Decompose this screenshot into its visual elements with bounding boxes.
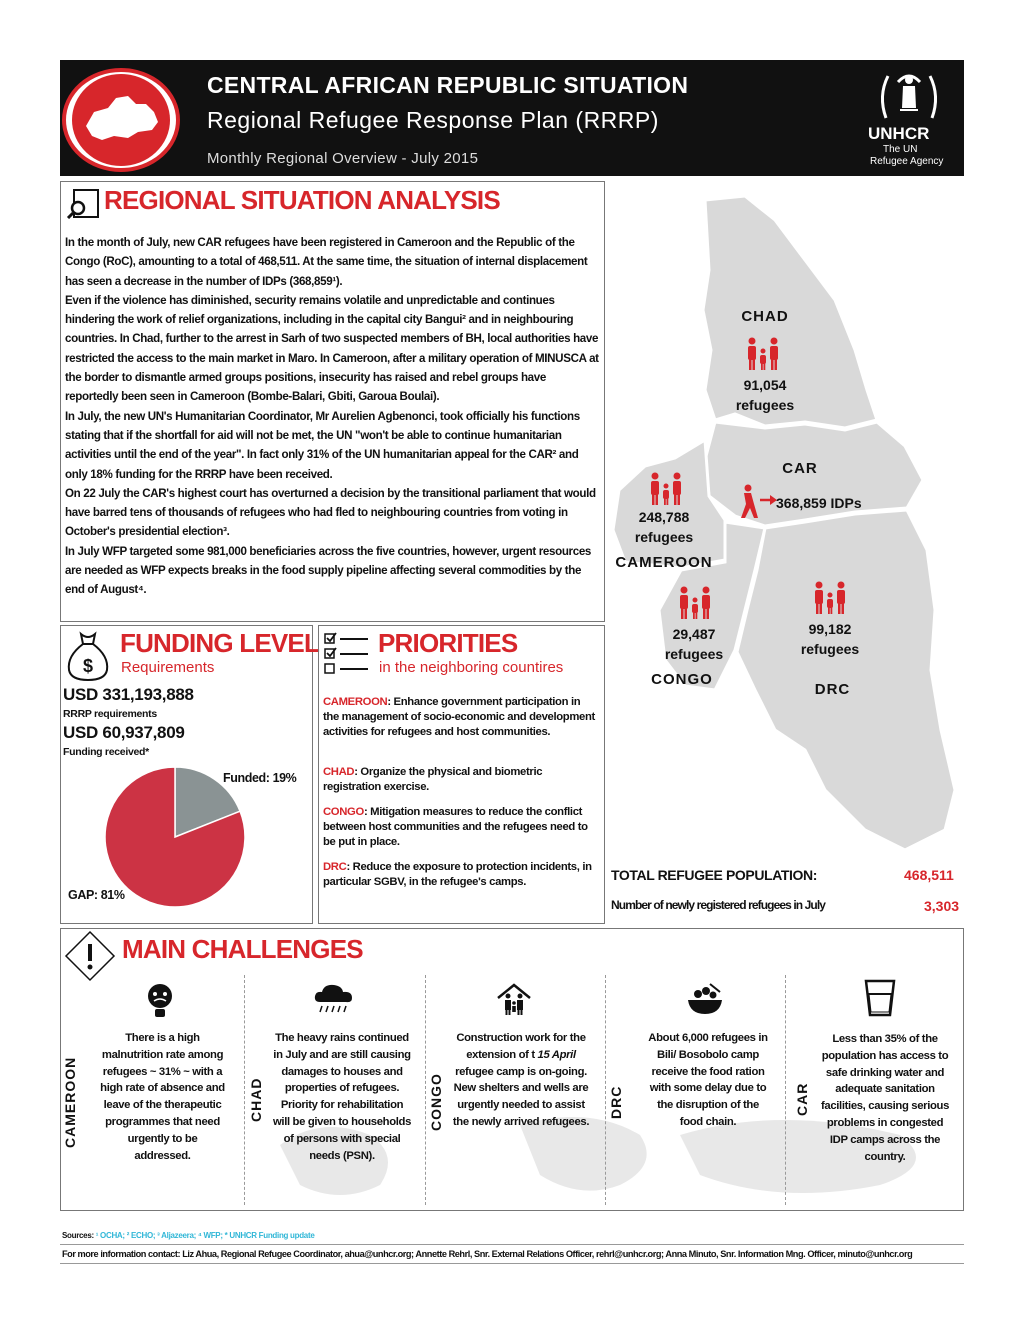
document-search-icon xyxy=(66,189,100,219)
report-subtitle: Regional Refugee Response Plan (RRRP) xyxy=(207,107,659,133)
shelter-family-icon xyxy=(494,982,534,1016)
challenge-divider xyxy=(605,975,606,1205)
challenge-country-cameroon: CAMEROON xyxy=(62,1056,78,1148)
new-registered-label: Number of newly registered refugees in July xyxy=(611,898,826,912)
funded-label: Funded: 19% xyxy=(223,771,297,785)
priority-chad xyxy=(323,765,598,795)
car-map-logo-fill xyxy=(72,74,170,166)
priorities-title: PRIORITIES xyxy=(378,628,518,658)
idp-walking-icon xyxy=(736,484,778,520)
priority-cameroon xyxy=(323,695,598,741)
challenge-text-congo-b: refugee camp is on-going. New shelters and wells are urgently needed to assist the newly arrived refugees. xyxy=(452,1065,590,1128)
map-unit-congo: refugees xyxy=(664,646,724,662)
footer-rule xyxy=(60,1244,964,1245)
map-value-congo: 29,487 xyxy=(672,626,716,642)
priority-country: DRC xyxy=(323,861,347,873)
situation-paragraph-3: In July, the new UN's Humanitarian Coordinator, Mr Aurelien Agbenonci, took officially his functions stating that if the shortfall for aid will not be met, the UN "won't be able to continue humanitarian activities until the end of the year". In fact only 31% of the UN humanitarian appeal for the CAR² and only 18% funding for the RRRP have been received. xyxy=(65,409,580,481)
challenge-divider xyxy=(244,975,245,1205)
footer-rule-bottom xyxy=(60,1263,964,1264)
money-bag-icon xyxy=(63,630,113,682)
map-value-drc: 99,182 xyxy=(808,621,852,637)
priority-text: : Reduce the exposure to protection incidents, in particular SGBV, in the refugee's camps. xyxy=(323,861,592,889)
refugee-family-icon-drc xyxy=(812,581,848,615)
map-label-congo: CONGO xyxy=(651,671,713,688)
challenge-country-drc: DRC xyxy=(608,1085,624,1119)
map-unit-drc: refugees xyxy=(800,641,860,657)
refugee-family-icon-chad xyxy=(745,337,781,371)
refugee-family-icon-cameroon xyxy=(648,472,684,506)
requirements-amount: USD 331,193,888 xyxy=(63,685,194,704)
priority-country: CONGO xyxy=(323,806,364,818)
challenge-divider xyxy=(785,975,786,1205)
refugee-family-icon-congo xyxy=(677,586,713,620)
challenge-country-congo: CONGO xyxy=(428,1073,444,1131)
map-drc xyxy=(737,510,955,850)
challenge-text-chad: The heavy rains continued in July and are still causing damages to houses and properties of refugees. Priority for rehabilitation will be given to households of persons with special needs (PSN). xyxy=(272,1032,412,1162)
map-label-chad: CHAD xyxy=(741,308,789,325)
received-label: Funding received* xyxy=(63,746,149,758)
challenge-text-car: Less than 35% of the population has access to safe drinking water and adequate sanitation facilities, causing serious problems in congested IDP camps across the country. xyxy=(820,1033,950,1163)
unhcr-emblem-icon xyxy=(876,68,942,124)
unhcr-tagline-2: Refugee Agency xyxy=(870,156,944,167)
challenge-country-car: CAR xyxy=(794,1082,810,1116)
challenge-text-cameroon: There is a high malnutrition rate among refugees ~ 31% ~ with a high rate of absence and leave of the therapeutic programmes that need urgently to be addressed. xyxy=(100,1032,225,1162)
priority-country: CAMEROON xyxy=(323,696,388,708)
food-bowl-icon xyxy=(684,982,726,1016)
funding-subtitle: Requirements xyxy=(121,659,215,676)
total-refugee-value: 468,511 xyxy=(904,867,954,883)
map-label-cameroon: CAMEROON xyxy=(615,554,713,571)
priority-text: : Enhance government participation in the management of socio-economic and development activities for refugees and host communities. xyxy=(323,696,595,739)
warning-diamond-icon xyxy=(64,930,116,982)
challenge-text-congo-a: Construction work for the extension of t xyxy=(456,1032,586,1061)
priority-country: CHAD xyxy=(323,766,355,778)
sources-line xyxy=(62,1231,314,1240)
unhcr-tagline-1: The UN xyxy=(883,144,918,155)
challenges-title: MAIN CHALLENGES xyxy=(122,934,363,964)
priority-text: : Organize the physical and biometric registration exercise. xyxy=(323,766,543,794)
challenge-text-drc: About 6,000 refugees in Bili/ Bosobolo camp receive the food ration with some delay due to the disruption of the food chain. xyxy=(648,1032,768,1128)
situation-paragraph-2: Even if the violence has diminished, security remains volatile and unpredictable and continues hindering the work of relief organizations, including in the capital city Bangui² and in neighbouring countries. In Chad, further to the arrest in Sarh of two suspected members of BH, local authorities have restricted the access to the main market in Maro. In Cameroon, after a military operation of MINUSCA at the border to dismantle armed groups positions, insecurity has raised and rebel groups have reportedly been seen in Cameroon (Bombe-Balari, Gbiti, Garoua Boulai). xyxy=(65,293,599,404)
car-silhouette-icon xyxy=(72,74,170,166)
map-unit-cameroon: refugees xyxy=(634,529,694,545)
funding-title: FUNDING LEVEL xyxy=(120,628,320,658)
situation-title: REGIONAL SITUATION ANALYSIS xyxy=(104,185,500,215)
priority-text: : Mitigation measures to reduce the conflict between host communities and the refugees need to be put in place. xyxy=(323,806,588,849)
map-unit-chad: refugees xyxy=(735,397,795,413)
malnutrition-child-icon xyxy=(143,982,177,1018)
water-glass-icon xyxy=(861,978,899,1018)
challenge-country-chad: CHAD xyxy=(248,1077,264,1122)
total-refugee-label: TOTAL REFUGEE POPULATION: xyxy=(611,867,817,883)
situation-text xyxy=(65,233,600,600)
received-amount: USD 60,937,809 xyxy=(63,723,185,742)
priority-drc xyxy=(323,860,598,890)
priorities-subtitle: in the neighboring countires xyxy=(379,659,564,676)
unhcr-name: UNHCR xyxy=(868,124,930,143)
map-value-cameroon: 248,788 xyxy=(638,509,690,525)
challenge-divider xyxy=(425,975,426,1205)
map-label-car: CAR xyxy=(782,460,818,477)
contacts-line: For more information contact: Liz Ahua, Regional Refugee Coordinator, ahua@unhcr.org; Annette Rehrl, Snr. External Relations Officer, rehrl@unhcr.org; Anna Minuto, Snr. Information Mng. Officer, minuto@unhcr.org xyxy=(62,1249,913,1259)
heavy-rain-icon xyxy=(312,982,356,1016)
gap-label: GAP: 81% xyxy=(68,888,125,902)
sources-links[interactable]: ¹ OCHA; ² ECHO; ³ Aljazeera; ⁴ WFP; * UNHCR Funding update xyxy=(95,1231,315,1240)
report-month: Monthly Regional Overview - July 2015 xyxy=(207,150,479,167)
requirements-label: RRRP requirements xyxy=(63,708,157,720)
challenge-text-congo-em: 15 April xyxy=(537,1048,576,1061)
map-value-car: 368,859 IDPs xyxy=(776,495,862,511)
situation-paragraph-4: On 22 July the CAR's highest court has overturned a decision by the transitional parliament that would have barred tens of thousands of refugees who had fled to neighbouring countries from voting in October's presidential election³. xyxy=(65,486,596,539)
sources-label: Sources: xyxy=(62,1231,96,1240)
priority-congo xyxy=(323,805,598,851)
svg-text:$: $ xyxy=(82,656,94,676)
map-value-chad: 91,054 xyxy=(743,377,787,393)
map-label-drc: DRC xyxy=(814,681,851,698)
checklist-icon xyxy=(324,632,370,676)
new-registered-value: 3,303 xyxy=(924,898,960,914)
report-title: CENTRAL AFRICAN REPUBLIC SITUATION xyxy=(207,72,689,98)
challenge-text-congo xyxy=(450,1030,592,1131)
situation-paragraph-5: In July WFP targeted some 981,000 beneficiaries across the five countries, however, urgent resources are needed as WFP expects breaks in the food supply pipeline affecting several commodities by the end of August⁴. xyxy=(65,544,592,597)
situation-paragraph-1: In the month of July, new CAR refugees have been registered in Cameroon and the Republic of the Congo (RoC), amounting to a total of 468,511. At the same time, the situation of internal displacement has seen a decrease in the number of IDPs (368,859¹). xyxy=(65,236,588,288)
